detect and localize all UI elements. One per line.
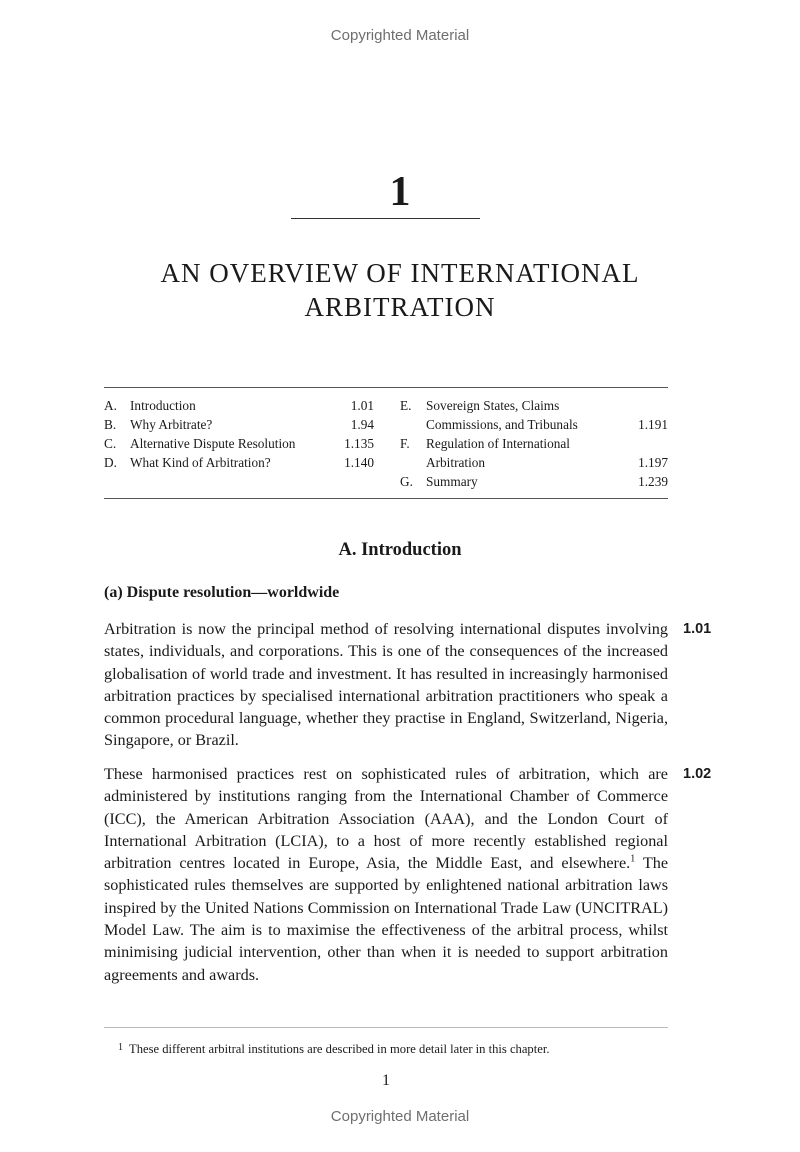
copyright-header: Copyrighted Material [330, 27, 470, 44]
toc-number: 1.94 [350, 417, 374, 432]
toc-item [104, 453, 374, 472]
paragraph-1-02 [104, 763, 668, 986]
toc-number: 1.140 [344, 455, 374, 470]
toc-number: 1.191 [638, 417, 668, 432]
toc-item [400, 396, 668, 434]
toc-item [104, 396, 374, 415]
toc-letter: G. [400, 474, 413, 489]
toc-number: 1.197 [638, 455, 668, 470]
chapter-number: 1 [389, 169, 411, 215]
toc-title: Sovereign States, Claims Commissions, and Tribunals [426, 398, 578, 432]
copyright-footer: Copyrighted Material [330, 1108, 470, 1125]
chapter-contents [104, 396, 668, 492]
toc-bottom-rule [104, 498, 668, 499]
section-heading: A. Introduction [338, 540, 462, 560]
toc-item [104, 415, 374, 434]
toc-number: 1.239 [638, 474, 668, 489]
footnote-reference[interactable]: 1 [630, 853, 636, 865]
chapter-title [0, 256, 800, 324]
toc-number: 1.135 [344, 436, 374, 451]
toc-item [104, 434, 374, 453]
toc-title: Regulation of International Arbitration [426, 436, 571, 470]
footnote-text: These different arbitral institutions are described in more detail later in this chapter. [129, 1042, 550, 1056]
footnote [118, 1042, 549, 1057]
toc-letter: D. [104, 455, 117, 470]
paragraph-text: The sophisticated rules themselves are supported by enlightened national arbitration laws inspired by the United Nations Commission on International Trade Law (UNCITRAL) Model Law. The aim is to maximise the effectiveness of the arbitral process, whilst minimising judicial intervention, other than when it is needed to support arbitration agreements and awards. [104, 854, 669, 984]
toc-title: Introduction [130, 398, 196, 413]
toc-item [400, 472, 668, 491]
paragraph-number: 1.01 [683, 621, 712, 637]
toc-title: What Kind of Arbitration? [130, 455, 271, 470]
chapter-rule [291, 218, 480, 219]
toc-letter: A. [104, 398, 117, 413]
toc-top-rule [104, 387, 668, 388]
chapter-title-line2: ARBITRATION [304, 292, 496, 322]
toc-title: Summary [426, 474, 478, 489]
chapter-title-line1: AN OVERVIEW OF INTERNATIONAL [160, 258, 640, 288]
toc-left-column [104, 396, 374, 472]
page-number: 1 [382, 1072, 390, 1089]
paragraph-text: These harmonised practices rest on sophisticated rules of arbitration, which are administered by institutions ranging from the International Chamber of Commerce (ICC), the American Arbitration Association (AAA), and the London Court of International Arbitration (LCIA), to a host of more recently established regional arbitration centres located in Europe, Asia, the Middle East, and elsewhere. [104, 765, 668, 873]
toc-right-column [400, 396, 668, 491]
footnote-rule [104, 1027, 668, 1028]
toc-letter: E. [400, 398, 412, 413]
toc-title: Alternative Dispute Resolution [130, 436, 296, 451]
toc-letter: C. [104, 436, 117, 451]
toc-item [400, 434, 668, 472]
toc-number: 1.01 [350, 398, 374, 413]
toc-title: Why Arbitrate? [130, 417, 213, 432]
paragraph-1-01: Arbitration is now the principal method of resolving international disputes involving states, individuals, and corporations. This is one of the consequences of the increased globalisation of world trade and investment. It has resulted in increasingly harmonised arbitration practices by specialised international arbitration practitioners who speak a common procedural language, whether they practise in England, Switzerland, Nigeria, Singapore, or Brazil. [104, 620, 668, 750]
toc-letter: F. [400, 436, 410, 451]
subsection-heading: (a) Dispute resolution—worldwide [104, 584, 340, 601]
footnote-mark: 1 [118, 1042, 123, 1053]
paragraph-number: 1.02 [683, 766, 712, 782]
toc-letter: B. [104, 417, 117, 432]
